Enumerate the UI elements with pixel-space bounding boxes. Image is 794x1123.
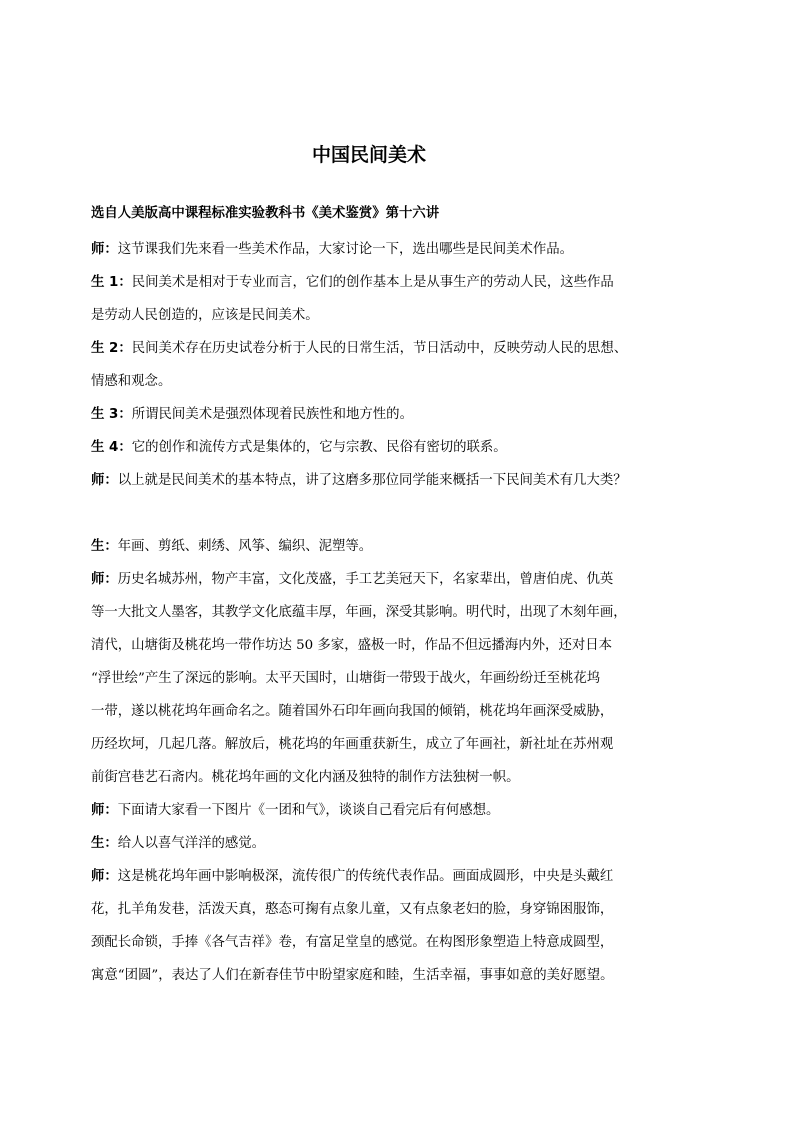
line-text: 以上就是民间美术的基本特点，讲了这磨多那位同学能来概括一下民间美术有几大类？	[117, 473, 627, 488]
speaker-label: 师：	[91, 572, 118, 587]
line-text: 前街宫巷艺石斋内。桃花坞年画的文化内涵及独特的制作方法独树一帜。	[91, 770, 520, 785]
dialogue-paragraph	[91, 431, 661, 464]
page-title: 中国民间美术	[311, 144, 426, 166]
speaker-label: 生：	[91, 836, 118, 851]
dialogue-paragraph	[91, 233, 661, 266]
line-text: 寓意“团圆”，表达了人们在新春佳节中盼望家庭和睦，生活幸福，事事如意的美好愿望。	[91, 968, 614, 983]
line-text: 历经坎坷，几起几落。解放后，桃花坞的年画重获新生，成立了年画社，新社址在苏州观	[91, 737, 614, 752]
paragraph-line	[91, 266, 661, 299]
speaker-label: 师：	[91, 869, 118, 884]
speaker-label: 生 1：	[91, 275, 132, 290]
paragraph-line	[91, 761, 661, 794]
paragraph-line	[91, 431, 661, 464]
dialogue-paragraph	[91, 794, 661, 827]
speaker-label: 生 2：	[91, 341, 132, 356]
paragraph-line	[91, 332, 661, 365]
dialogue-paragraph	[91, 464, 661, 497]
paragraph-line	[91, 629, 661, 662]
source-citation: 选自人美版高中课程标准实验教科书《美术鉴赏》第十六讲	[91, 206, 440, 221]
paragraph-line	[91, 695, 661, 728]
dialogue-paragraph	[91, 266, 661, 332]
paragraph-line	[91, 464, 661, 497]
paragraph-line	[91, 233, 661, 266]
speaker-label: 师：	[91, 242, 118, 257]
paragraph-line	[91, 959, 661, 992]
line-text: 等一大批文人墨客，其教学文化底蕴丰厚，年画，深受其影响。明代时，出现了木刻年画，	[91, 605, 627, 620]
line-text: 民间美术是相对于专业而言，它们的创作基本上是从事生产的劳动人民，这些作品	[131, 275, 614, 290]
speaker-label: 生 3：	[91, 407, 132, 422]
line-text: 情感和观念。	[91, 374, 172, 389]
line-text: 清代，山塘街及桃花坞一带作坊达 50 多家，盛极一时，作品不但远播海内外，还对日本	[91, 638, 613, 653]
paragraph-line	[91, 728, 661, 761]
line-text: 下面请大家看一下图片《一团和气》，谈谈自己看完后有何感想。	[117, 803, 500, 818]
dialogue-paragraph	[91, 530, 661, 563]
line-text: 一带，遂以桃花坞年画命名之。随着国外石印年画向我国的倾销，桃花坞年画深受威胁，	[91, 704, 614, 719]
paragraph-line	[91, 860, 661, 893]
line-text: 颈配长命锁，手捧《各气吉祥》卷，有富足堂皇的感觉。在构图形象塑造上特意成圆型，	[91, 935, 614, 950]
speaker-label: 生：	[91, 539, 118, 554]
paragraph-line	[91, 926, 661, 959]
dialogue-paragraph	[91, 860, 661, 992]
line-text: 花，扎羊角发巷，活泼天真，憨态可掬有点象儿童，又有点象老妇的脸，身穿锦困服饰，	[91, 902, 614, 917]
line-text: 它的创作和流传方式是集体的，它与宗教、民俗有密切的联系。	[131, 440, 507, 455]
line-text: 是劳动人民创造的，应该是民间美术。	[91, 308, 319, 323]
line-text: 这节课我们先来看一些美术作品，大家讨论一下，选出哪些是民间美术作品。	[117, 242, 574, 257]
paragraph-line	[91, 827, 661, 860]
paragraph-line	[91, 794, 661, 827]
paragraph-line	[91, 662, 661, 695]
paragraph-line	[91, 299, 661, 332]
speaker-label: 师：	[91, 473, 118, 488]
speaker-label: 生 4：	[91, 440, 132, 455]
dialogue-paragraph	[91, 563, 661, 794]
line-text: 历史名城苏州，物产丰富，文化茂盛，手工艺美冠天下，名家辈出，曾唐伯虎、仇英	[117, 572, 614, 587]
paragraph-line	[91, 398, 661, 431]
speaker-label: 师：	[91, 803, 118, 818]
line-text: “浮世绘”产生了深远的影响。太平天国时，山塘街一带毁于战火，年画纷纷迁至桃花坞	[91, 671, 601, 686]
line-text: 给人以喜气洋洋的感觉。	[117, 836, 266, 851]
dialogue-paragraph	[91, 398, 661, 431]
paragraph-line	[91, 596, 661, 629]
line-text: 年画、剪纸、刺绣、风筝、编织、泥塑等。	[117, 539, 373, 554]
paragraph-line	[91, 893, 661, 926]
paragraph-line	[91, 530, 661, 563]
line-text: 所谓民间美术是强烈体现着民族性和地方性的。	[131, 407, 413, 422]
line-text: 这是桃花坞年画中影响极深，流传很广的传统代表作品。画面成圆形，中央是头戴红	[117, 869, 614, 884]
dialogue-paragraph	[91, 827, 661, 860]
paragraph-line	[91, 563, 661, 596]
dialogue-paragraph	[91, 332, 661, 398]
line-text: 民间美术存在历史试卷分析于人民的日常生活，节日活动中，反映劳动人民的思想、	[131, 341, 628, 356]
paragraph-line	[91, 365, 661, 398]
